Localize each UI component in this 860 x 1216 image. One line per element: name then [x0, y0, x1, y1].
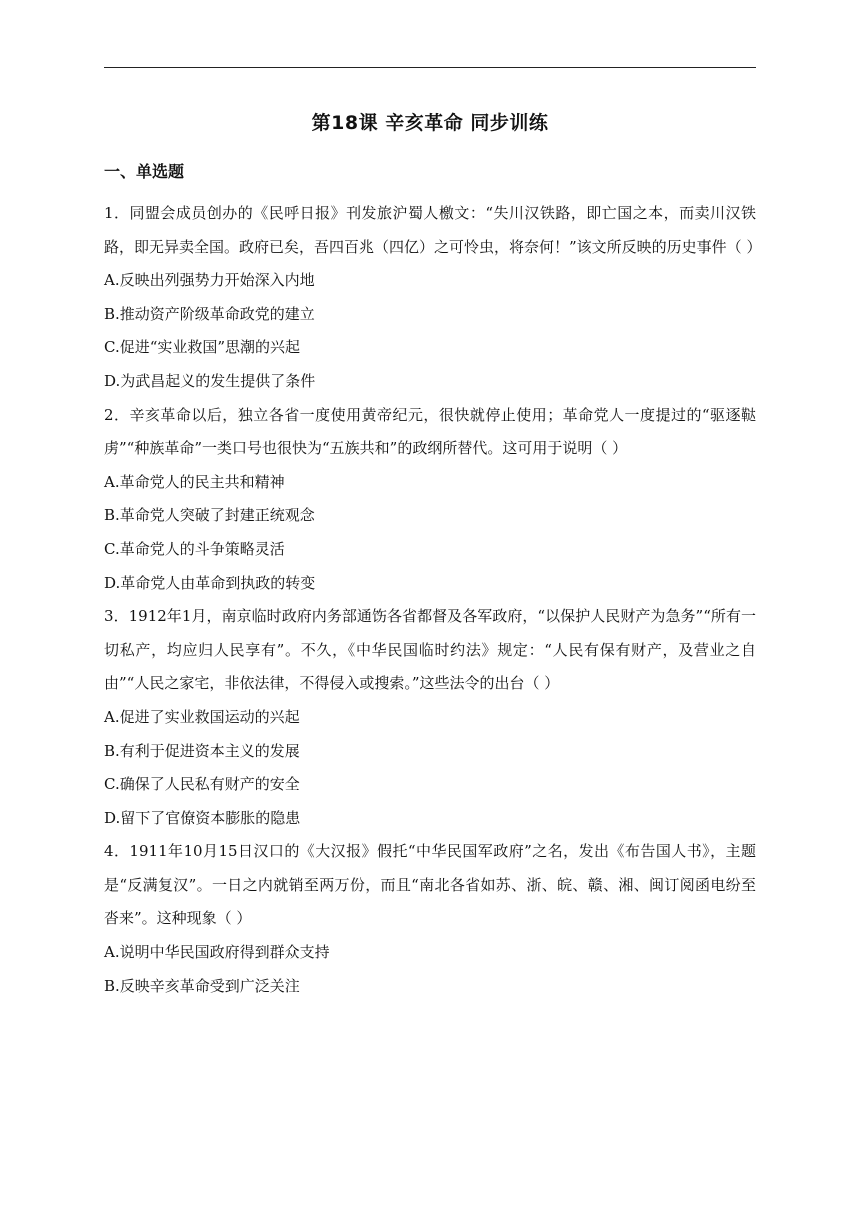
header-rule	[104, 67, 756, 68]
section-heading: 一、单选题	[104, 162, 185, 181]
question-1	[104, 197, 762, 399]
question-list	[104, 197, 762, 1003]
question-stem: 1．同盟会成员创办的《民呼日报》刊发旅沪蜀人檄文：“失川汉铁路，即亡国之本，而卖川汉铁路，即无异卖全国。政府已矣，吾四百兆（四亿）之可怜虫，将奈何！”该文所反映的历史事件（ ）	[104, 204, 762, 256]
question-3	[104, 600, 756, 835]
option-b: B.反映辛亥革命受到广泛关注	[104, 976, 300, 995]
option-a: A.反映出列强势力开始深入内地	[104, 271, 315, 290]
question-stem: 4．1911年10月15日汉口的《大汉报》假托“中华民国军政府”之名，发出《布告国人书》，主题是“反满复汉”。一日之内就销至两万份，而且“南北各省如苏、浙、皖、赣、湘、闽订阅函电纷至沓来”。这种现象（ ）	[104, 842, 756, 928]
option-c: C.革命党人的斗争策略灵活	[104, 539, 285, 558]
document-title: 第18课 辛亥革命 同步训练	[311, 112, 549, 134]
option-d: D.留下了官僚资本膨胀的隐患	[104, 808, 301, 827]
option-a: A.说明中华民国政府得到群众支持	[104, 943, 330, 962]
question-stem: 3．1912年1月，南京临时政府内务部通饬各省都督及各军政府，“以保护人民财产为急务”“所有一切私产，均应归人民享有”。不久，《中华民国临时约法》规定：“人民有保有财产，及营业之自由”“人民之家宅，非依法律，不得侵入或搜索。”这些法令的出台（ ）	[104, 607, 756, 693]
option-c: C.促进“实业救国”思潮的兴起	[104, 338, 301, 357]
option-d: D.革命党人由革命到执政的转变	[104, 573, 316, 592]
question-2	[104, 399, 756, 601]
option-d: D.为武昌起义的发生提供了条件	[104, 371, 316, 390]
option-b: B.推动资产阶级革命政党的建立	[104, 304, 315, 323]
option-c: C.确保了人民私有财产的安全	[104, 775, 300, 794]
option-a: A.促进了实业救国运动的兴起	[104, 707, 300, 726]
option-a: A.革命党人的民主共和精神	[104, 472, 285, 491]
question-stem: 2．辛亥革命以后，独立各省一度使用黄帝纪元，很快就停止使用；革命党人一度提过的“驱逐鞑虏”“种族革命”一类口号也很快为“五族共和”的政纲所替代。这可用于说明（ ）	[104, 405, 756, 458]
option-b: B.有利于促进资本主义的发展	[104, 741, 300, 760]
question-4	[104, 835, 756, 1003]
option-b: B.革命党人突破了封建正统观念	[104, 506, 315, 525]
